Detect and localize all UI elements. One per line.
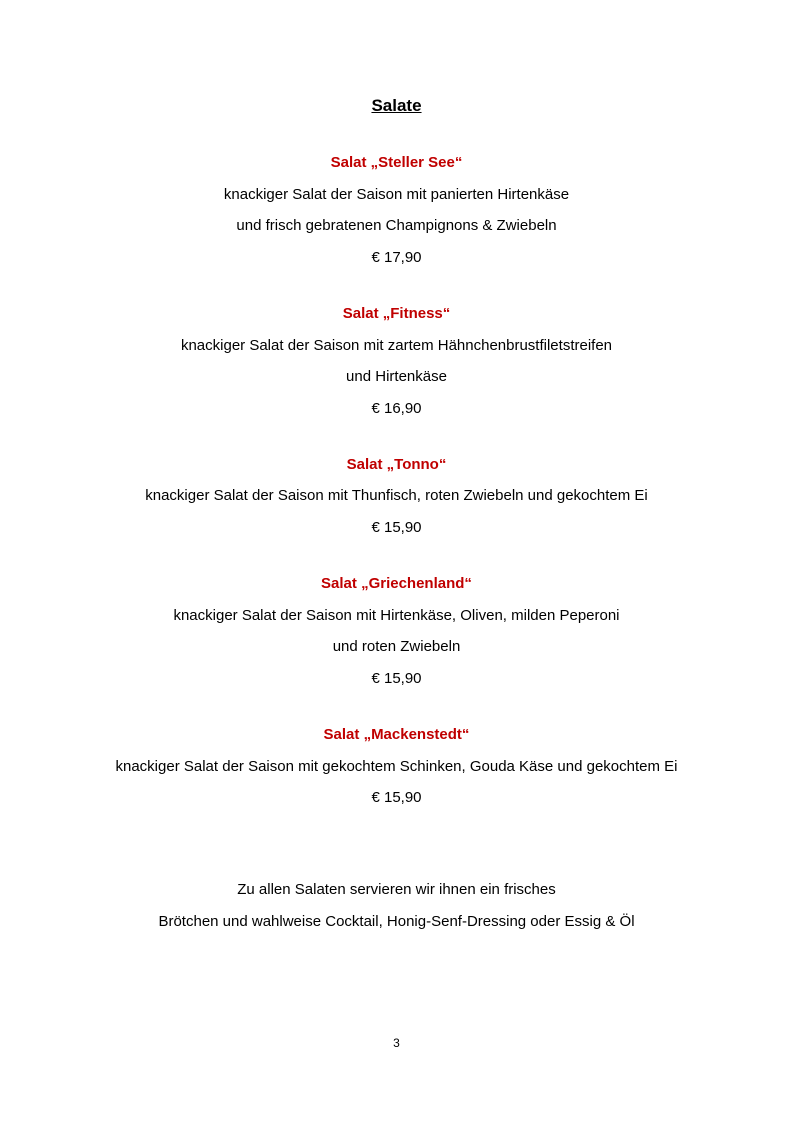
footer-note-line: Brötchen und wahlweise Cocktail, Honig-Senf-Dressing oder Essig & Öl — [158, 913, 635, 930]
dish-price: € 15,90 — [371, 670, 422, 687]
dish-price: € 15,90 — [371, 519, 422, 536]
footer-note-line: Zu allen Salaten servieren wir ihnen ein frisches — [237, 881, 556, 898]
dish-description-line: knackiger Salat der Saison mit zartem Hähnchenbrustfiletstreifen — [180, 337, 613, 354]
dish-name-griechenland: Salat „Griechenland“ — [321, 575, 472, 592]
dish-price: € 17,90 — [371, 249, 422, 266]
page-number: 3 — [393, 1036, 400, 1050]
page-title: Salate — [371, 96, 422, 115]
dish-name-steller-see: Salat „Steller See“ — [330, 154, 463, 171]
dish-description-line: knackiger Salat der Saison mit Thunfisch, roten Zwiebeln und gekochtem Ei — [145, 487, 648, 504]
dish-description-line: und roten Zwiebeln — [332, 638, 461, 655]
dish-price: € 15,90 — [371, 789, 422, 806]
dish-description-line: knackiger Salat der Saison mit panierten Hirtenkäse — [223, 186, 570, 203]
dish-price: € 16,90 — [371, 400, 422, 417]
dish-description-line: und frisch gebratenen Champignons & Zwiebeln — [236, 217, 557, 234]
dish-description-line: knackiger Salat der Saison mit Hirtenkäse, Oliven, milden Peperoni — [173, 607, 620, 624]
dish-name-mackenstedt: Salat „Mackenstedt“ — [323, 726, 470, 743]
dish-description-line: und Hirtenkäse — [346, 368, 447, 385]
dish-description-line: knackiger Salat der Saison mit gekochtem Schinken, Gouda Käse und gekochtem Ei — [115, 758, 678, 775]
dish-name-tonno: Salat „Tonno“ — [346, 456, 447, 473]
dish-name-fitness: Salat „Fitness“ — [342, 305, 451, 322]
